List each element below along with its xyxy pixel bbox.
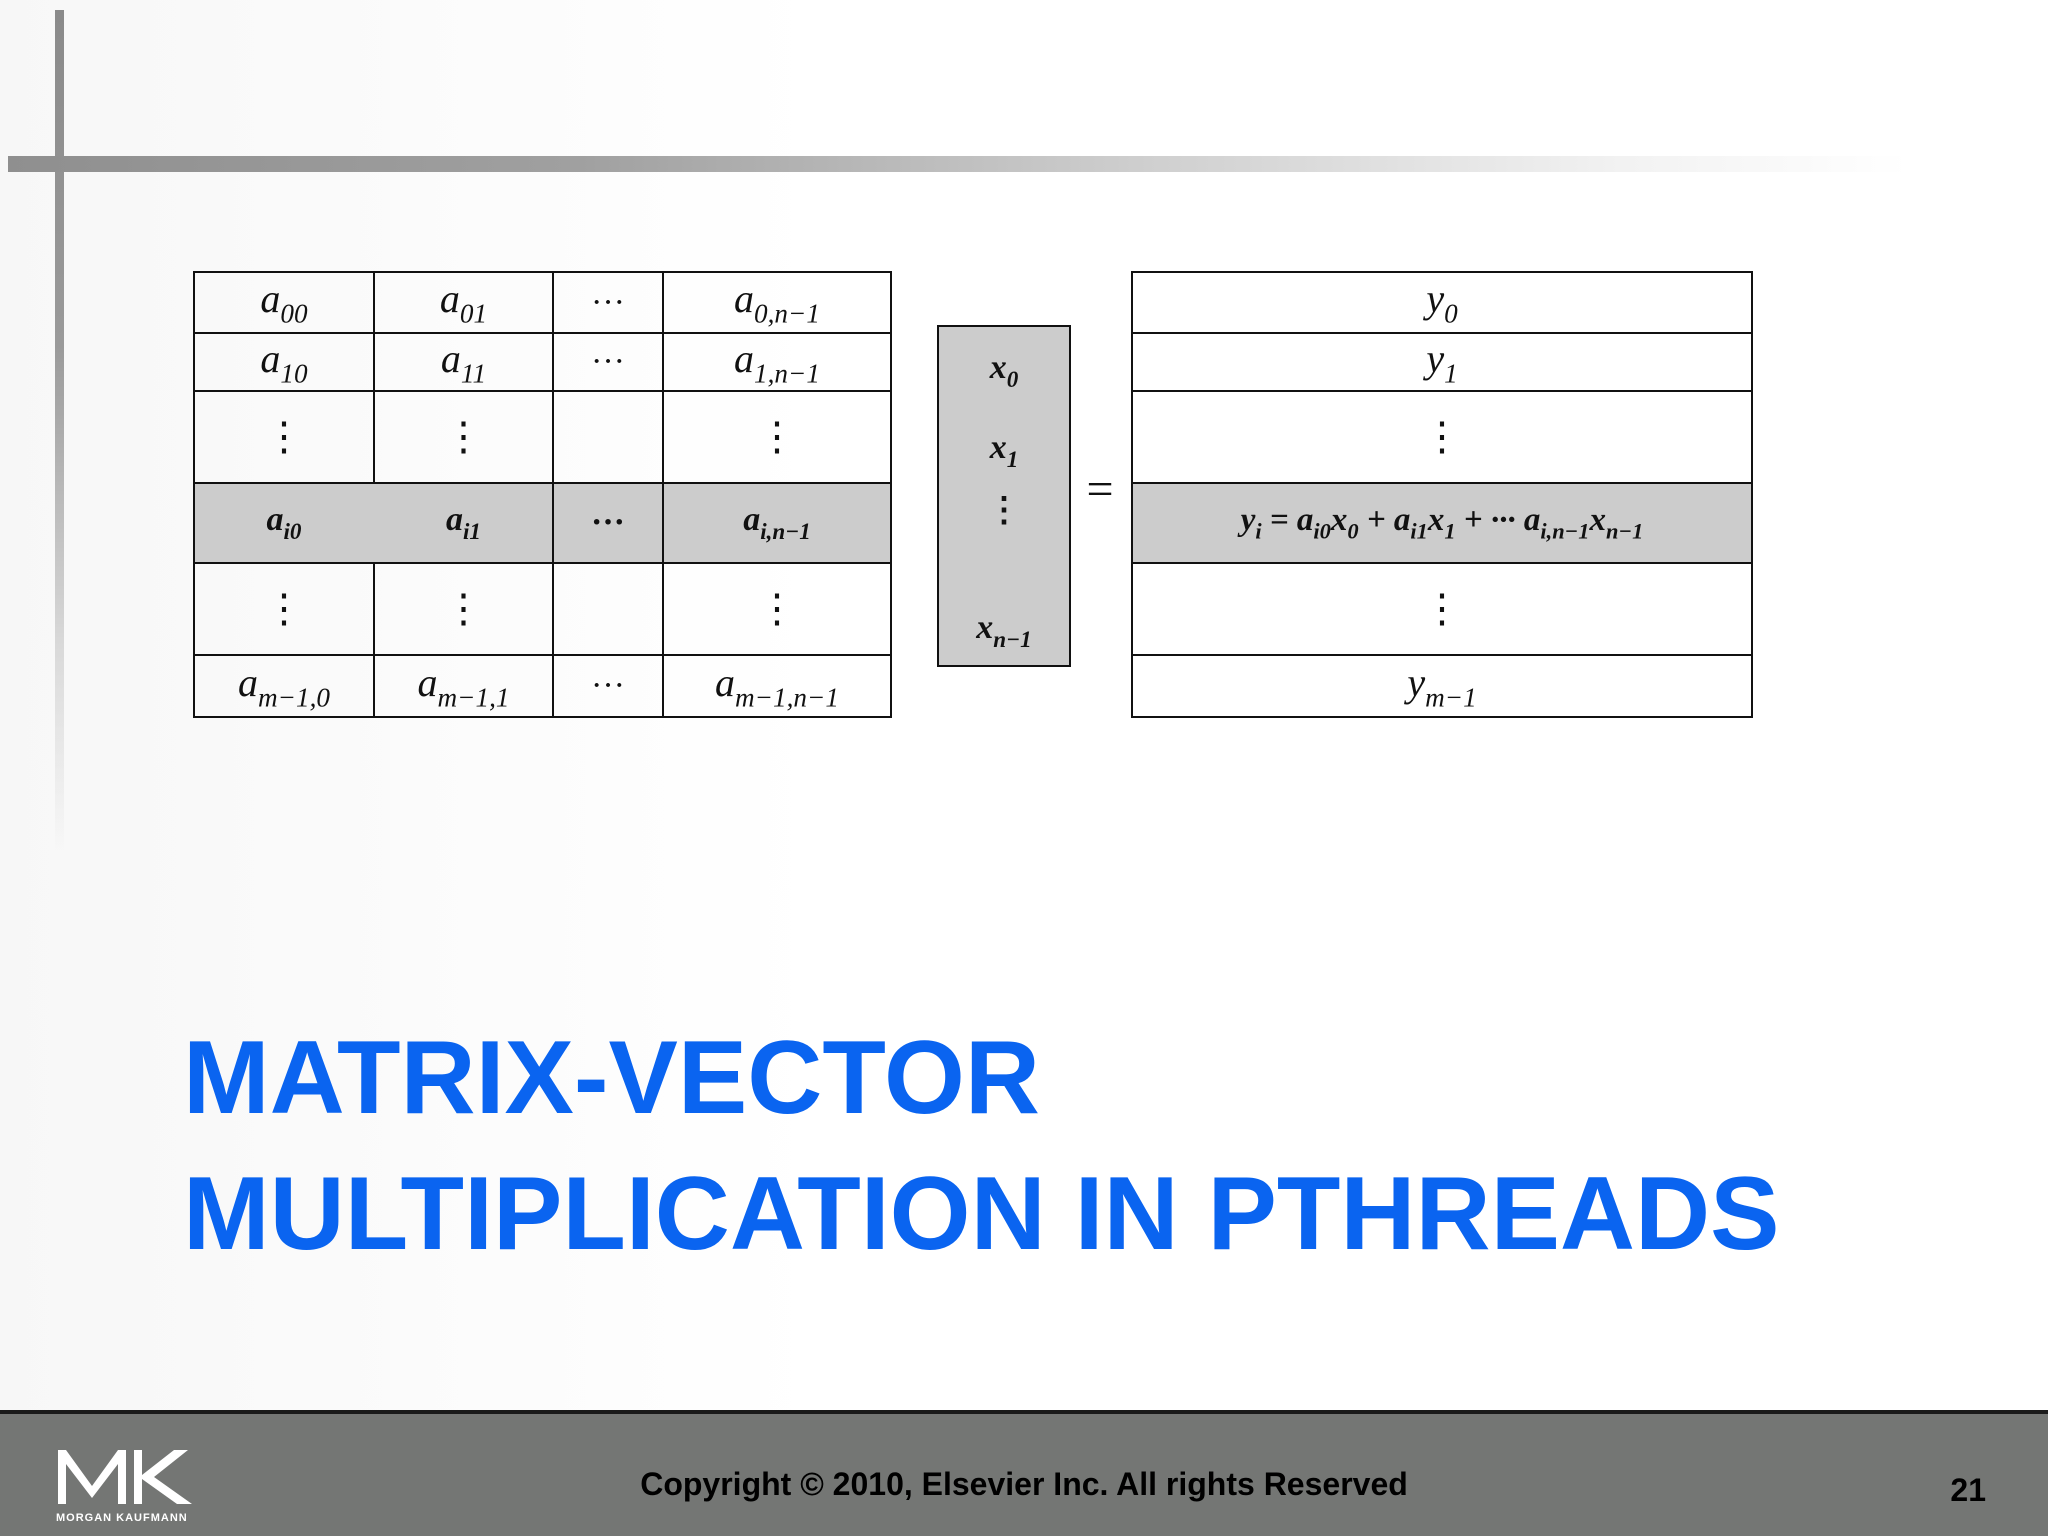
result-row-highlighted: [1132, 483, 1752, 563]
result-cell: ⋮: [1132, 391, 1752, 483]
result-row: [1132, 563, 1752, 655]
result-cell: $y_0$: [1132, 272, 1752, 333]
matrix-cell: $a_{10}$: [194, 333, 374, 391]
equals-sign: =: [1086, 463, 1114, 516]
matrix-vector-figure: [0, 0, 2048, 760]
vector-entry: ⋮: [987, 492, 1021, 529]
matrix-cell: $a_{i0}$: [194, 483, 374, 563]
matrix-cell: ⋮: [194, 391, 374, 483]
matrix-cell: [553, 563, 663, 655]
matrix-cell: $a_{m-1,0}$: [194, 655, 374, 717]
result-cell: ⋮: [1132, 563, 1752, 655]
result-cell: $y_1$: [1132, 333, 1752, 391]
vector-x: [937, 325, 1071, 667]
matrix-cell: ⋮: [374, 391, 553, 483]
matrix-row-2: [194, 391, 891, 483]
vector-entry: $x_0$: [989, 349, 1019, 393]
slide-title: [183, 1010, 2003, 1282]
page-number: 21: [1950, 1472, 1986, 1508]
matrix-cell: ⋮: [663, 391, 891, 483]
matrix-cell: $a_{i1}$: [374, 483, 553, 563]
matrix-cell: ···: [553, 655, 663, 717]
result-row: [1132, 391, 1752, 483]
matrix-row-5: [194, 655, 891, 717]
result-row: [1132, 655, 1752, 717]
matrix-cell: $a_{0,n-1}$: [663, 272, 891, 333]
slide-title-line-2: MULTIPLICATION IN PTHREADS: [183, 1156, 1780, 1272]
matrix-cell: $a_{m-1,1}$: [374, 655, 553, 717]
slide-footer: [0, 1410, 2048, 1536]
matrix-row-1: [194, 333, 891, 391]
vector-entry: $x_{n-1}$: [976, 609, 1032, 653]
copyright-text: Copyright © 2010, Elsevier Inc. All rights Reserved: [640, 1466, 1408, 1502]
matrix-row-0: [194, 272, 891, 333]
result-row: [1132, 272, 1752, 333]
matrix-row-highlighted: [194, 483, 891, 563]
matrix-a: [193, 271, 892, 718]
matrix-cell: ···: [553, 272, 663, 333]
result-row: [1132, 333, 1752, 391]
matrix-cell: $a_{01}$: [374, 272, 553, 333]
result-cell-formula: $y_i = a_{i0}x_0 + a_{i1}x_1$ + ··· $a_{i,n-1}x_{n-1}$: [1132, 483, 1752, 563]
matrix-cell: ⋮: [194, 563, 374, 655]
matrix-cell: ⋮: [374, 563, 553, 655]
matrix-cell: [553, 391, 663, 483]
result-cell: $y_{m-1}$: [1132, 655, 1752, 717]
matrix-cell: $a_{1,n-1}$: [663, 333, 891, 391]
matrix-cell: $a_{m-1,n-1}$: [663, 655, 891, 717]
slide-title-line-1: MATRIX-VECTOR: [183, 1020, 1041, 1136]
logo-text: MORGAN KAUFMANN: [56, 1512, 188, 1524]
matrix-cell: $a_{i,n-1}$: [663, 483, 891, 563]
matrix-cell: $a_{00}$: [194, 272, 374, 333]
vector-entry: $x_1$: [989, 429, 1019, 473]
matrix-row-4: [194, 563, 891, 655]
matrix-cell: ⋮: [663, 563, 891, 655]
matrix-cell: ···: [553, 333, 663, 391]
result-vector-y: [1131, 271, 1753, 718]
matrix-cell: ···: [553, 483, 663, 563]
matrix-cell: $a_{11}$: [374, 333, 553, 391]
